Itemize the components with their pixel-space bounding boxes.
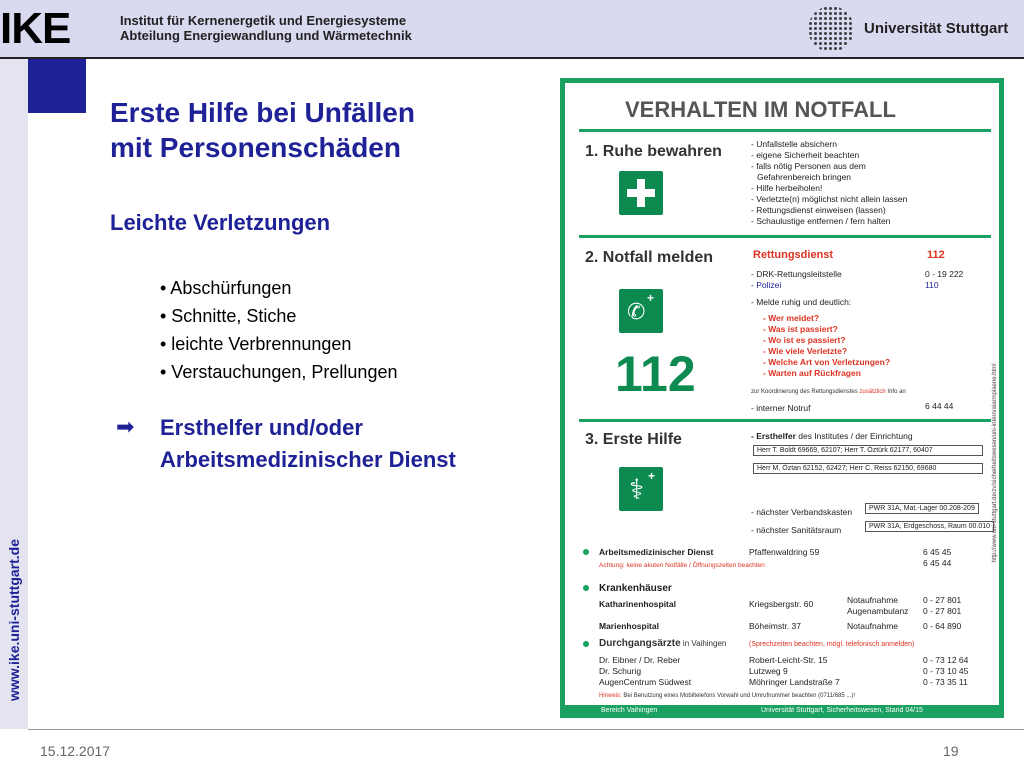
bullet-icon: [583, 549, 589, 555]
poster-footer: [565, 705, 999, 718]
kh1-a-label: Notaufnahme: [847, 595, 899, 605]
list-item: - Wie viele Verletzte?: [763, 346, 848, 356]
list-item: 0 - 73 35 11: [923, 677, 968, 687]
list-item: - Verletzte(n) möglichst nicht allein lassen: [751, 194, 908, 204]
slide-title-line-1: Erste Hilfe bei Unfällen: [110, 97, 415, 128]
list-item: Möhringer Landstraße 7: [749, 677, 840, 687]
doctor-list: [599, 655, 691, 688]
poster-section-1: 1. Ruhe bewahren: [585, 143, 722, 160]
hinweis-note: Hinweis: Bei Benutzung eines Mobiltelefons Vorwahl und Umrufnummer beachten (0711/685 ...)!: [599, 693, 856, 699]
melde-label: - Melde ruhig und deutlich:: [751, 297, 852, 307]
list-item: - Unfallstelle absichern: [751, 139, 837, 149]
list-item: 0 - 73 12 64: [923, 655, 969, 665]
poster-divider: [579, 419, 991, 422]
amd-address: Pfaffenwaldring 59: [749, 547, 820, 557]
kh2-label: Marienhospital: [599, 621, 659, 631]
list-item: - Welche Art von Verletzungen?: [763, 357, 891, 367]
drk-label: - DRK-Rettungsleitstelle: [751, 269, 842, 279]
kh1-label: Katharinenhospital: [599, 599, 676, 609]
kh2-a-label: Notaufnahme: [847, 621, 899, 631]
sani-box: PWR 31A, Erdgeschoss, Raum 00.010: [865, 521, 994, 532]
university-logo-icon: [808, 6, 854, 52]
list-item: Gefahrenbereich bringen: [757, 172, 852, 182]
drk-number: 0 - 19 222: [925, 269, 964, 279]
list-item: - Rettungsdienst einweisen (lassen): [751, 205, 886, 215]
dg-note: (Sprechzeiten beachten, mögl. telefonisch anmelden): [749, 641, 915, 648]
list-item: Lutzweg 9: [749, 666, 788, 676]
list-item: • Schnitte, Stiche: [160, 306, 297, 326]
institute-line-2: Abteilung Energiewandlung und Wärmetechnik: [120, 28, 412, 43]
questions-list: [763, 313, 890, 379]
rettungsdienst-number: 112: [927, 249, 945, 261]
poster-section-1-list: [751, 139, 907, 227]
polizei-number: 110: [925, 280, 939, 290]
footer-divider: [28, 729, 1024, 730]
ike-logo: IKE: [0, 4, 71, 53]
poster-footer-left: Bereich Vaihingen: [601, 707, 658, 714]
list-item: - Wo ist es passiert?: [763, 335, 846, 345]
list-item: - Wer meldet?: [763, 313, 820, 323]
doctor-number-list: [923, 655, 968, 688]
list-item: Dr. Schurig: [599, 666, 642, 676]
emergency-phone-icon: ✆ +: [619, 289, 663, 333]
list-item: - falls nötig Personen aus dem: [751, 161, 866, 171]
list-item: - eigene Sicherheit beachten: [751, 150, 860, 160]
slide-subtitle: Leichte Verletzungen: [110, 210, 331, 235]
emergency-number: 112: [615, 346, 696, 402]
kh1-b-label: Augenambulanz: [847, 606, 909, 616]
amd-label: Arbeitsmedizinischer Dienst: [599, 547, 714, 557]
rettungsdienst-label: Rettungsdienst: [753, 249, 834, 261]
ersthelfer-box-2: Herr M. Öztan 62152, 62427; Herr C. Reiss 62150, 69680: [753, 463, 983, 474]
list-item: - Was ist passiert?: [763, 324, 838, 334]
side-url: www.ike.uni-stuttgart.de: [6, 538, 22, 702]
poster-section-2: 2. Notfall melden: [585, 249, 714, 266]
accent-box: [28, 59, 86, 113]
slide-title-line-2: mit Personenschäden: [110, 132, 401, 163]
institute-name: [120, 13, 412, 43]
doctor-address-list: [749, 655, 840, 688]
university-name: Universität Stuttgart: [864, 20, 1009, 37]
medical-staff-icon: ⚕ +: [619, 467, 663, 511]
emergency-poster: [560, 78, 1004, 718]
poster-divider: [579, 235, 991, 238]
amd-note: Achtung: keine akuten Notfälle / Öffnungszeiten beachten: [599, 562, 765, 569]
page-number: 19: [943, 743, 959, 759]
ersthelfer-label: - Ersthelfer des Institutes / der Einrichtung: [751, 431, 913, 441]
poster-section-3: 3. Erste Hilfe: [585, 431, 682, 448]
list-item: 0 - 73 10 45: [923, 666, 969, 676]
institute-line-1: Institut für Kernenergetik und Energiesysteme: [120, 13, 407, 28]
koordination-note: zur Koordinierung des Rettungsdienstes zusätzlich Info an: [751, 389, 906, 395]
kh1-address: Kriegsbergstr. 60: [749, 599, 814, 609]
amd-number-1: 6 45 45: [923, 547, 952, 557]
bullet-icon: [583, 585, 589, 591]
ersthelfer-box-1: Herr T. Boldt 69669, 62107; Herr T. Öztürk 62177, 60407: [753, 445, 983, 456]
polizei-label: - Polizei: [751, 280, 782, 290]
list-item: • Verstauchungen, Prellungen: [160, 362, 398, 382]
kh-label: Krankenhäuser: [599, 583, 672, 594]
list-item: AugenCentrum Südwest: [599, 677, 692, 687]
arrow-icon: ➡: [116, 414, 135, 439]
footer-date: 15.12.2017: [40, 743, 111, 759]
poster-title: VERHALTEN IM NOTFALL: [625, 97, 896, 122]
intern-number: 6 44 44: [925, 401, 954, 411]
kh1-a-number: 0 - 27 801: [923, 595, 962, 605]
verband-label: - nächster Verbandskasten: [751, 507, 853, 517]
list-item: - Warten auf Rückfragen: [763, 368, 861, 378]
kh1-b-number: 0 - 27 801: [923, 606, 962, 616]
sani-label: - nächster Sanitätsraum: [751, 525, 842, 535]
poster-divider: [579, 129, 991, 132]
bullet-list: [160, 274, 397, 386]
list-item: Dr. Eibner / Dr. Reber: [599, 655, 681, 665]
list-item: • leichte Verbrennungen: [160, 334, 352, 354]
poster-footer-right: Universität Stuttgart, Sicherheitswesen, Stand 04/15: [761, 707, 923, 714]
list-item: - Hilfe herbeiholen!: [751, 183, 823, 193]
first-aid-cross-icon: [619, 171, 663, 215]
conclusion: [160, 412, 456, 476]
list-item: • Abschürfungen: [160, 278, 292, 298]
dg-label: Durchgangsärzte in Vaihingen: [599, 638, 727, 649]
kh2-address: Böheimstr. 37: [749, 621, 801, 631]
list-item: - Schaulustige entfernen / fern halten: [751, 216, 891, 226]
slide-title: [110, 95, 415, 165]
list-item: Robert-Leicht-Str. 15: [749, 655, 828, 665]
kh2-a-number: 0 - 64 890: [923, 621, 962, 631]
conclusion-line-2: Arbeitsmedizinischer Dienst: [160, 447, 456, 472]
intern-label: - interner Notruf: [751, 403, 811, 413]
bullet-icon: [583, 641, 589, 647]
poster-side-url: http://www.uni-stuttgart.de/zv/sicherheitswesen/uni-intern/alarmplaene.html: [992, 363, 998, 563]
amd-number-2: 6 45 44: [923, 558, 952, 568]
header-divider: [0, 57, 1024, 59]
conclusion-line-1: Ersthelfer und/oder: [160, 415, 363, 440]
verband-box: PWR 31A, Mat.-Lager 00.208-209: [865, 503, 979, 514]
